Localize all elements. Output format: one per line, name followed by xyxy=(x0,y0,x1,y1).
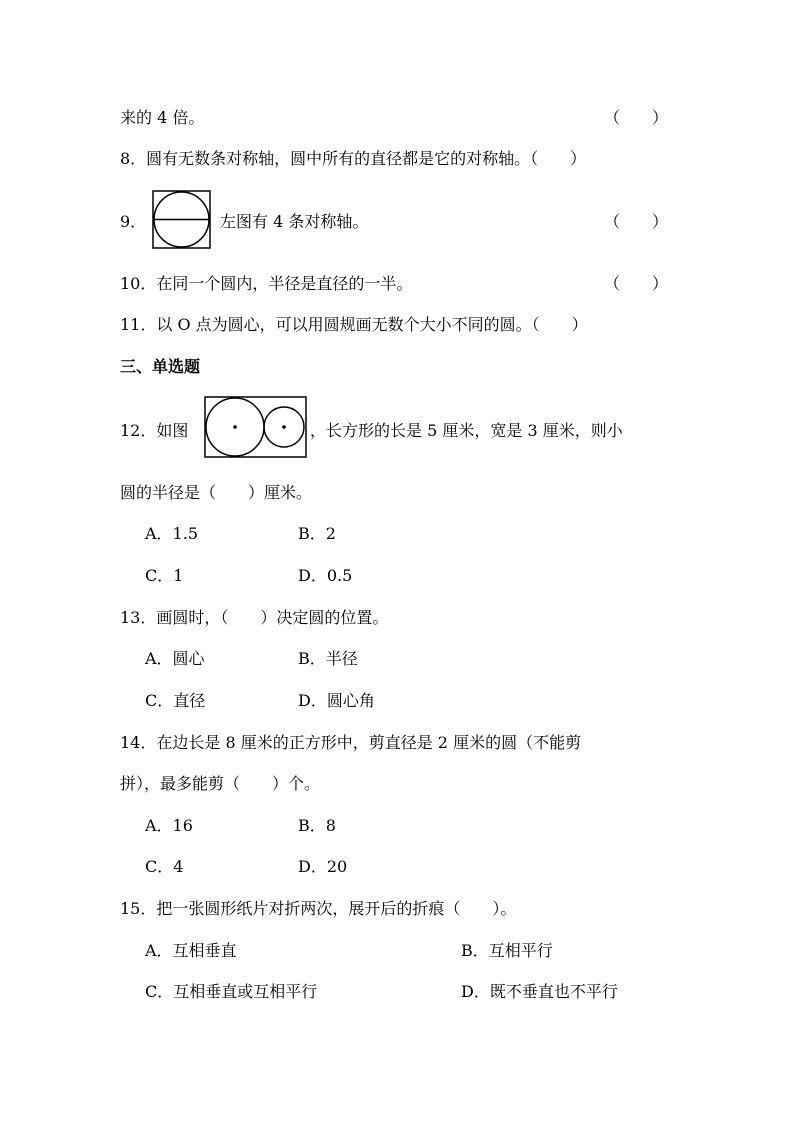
q15-option-b[interactable]: B．互相平行 xyxy=(461,941,553,960)
q15-option-c[interactable]: C．互相垂直或互相平行 xyxy=(145,982,318,1001)
q13-stem: 13．画圆时，（ ）决定圆的位置。 xyxy=(120,608,389,627)
square-circle-figure xyxy=(152,190,212,250)
q12-option-b[interactable]: B．2 xyxy=(298,524,336,543)
q8-text: 8．圆有无数条对称轴，圆中所有的直径都是它的对称轴。（ ） xyxy=(120,149,587,168)
q12-prefix: 12．如图 xyxy=(120,421,189,440)
q13-option-b[interactable]: B．半径 xyxy=(298,649,358,668)
q13-option-d[interactable]: D．圆心角 xyxy=(298,691,375,710)
rectangle-two-circles-figure xyxy=(204,396,308,460)
q12-line2: 圆的半径是（ ）厘米。 xyxy=(120,483,313,502)
q9-number: 9． xyxy=(120,212,147,231)
q14-option-a[interactable]: A．16 xyxy=(145,816,193,835)
q10-answer-bracket[interactable]: （ ） xyxy=(604,274,669,293)
q9-answer-bracket[interactable]: （ ） xyxy=(604,212,669,231)
q14-option-d[interactable]: D．20 xyxy=(298,857,348,876)
q13-option-c[interactable]: C．直径 xyxy=(145,691,206,710)
q14-option-b[interactable]: B．8 xyxy=(298,816,336,835)
q13-option-a[interactable]: A．圆心 xyxy=(145,649,205,668)
q9-text: 左图有 4 条对称轴。 xyxy=(220,212,369,231)
q12-suffix: ，长方形的长是 5 厘米，宽是 3 厘米，则小 xyxy=(310,421,623,440)
q7-answer-bracket[interactable]: （ ） xyxy=(604,108,669,127)
q15-option-a[interactable]: A．互相垂直 xyxy=(145,941,237,960)
q12-option-d[interactable]: D．0.5 xyxy=(298,566,353,585)
section-title: 三、单选题 xyxy=(120,357,201,376)
q11-text: 11．以 O 点为圆心，可以用圆规画无数个大小不同的圆。（ ） xyxy=(120,315,588,334)
q10-text: 10．在同一个圆内，半径是直径的一半。 xyxy=(120,274,413,293)
q14-line2: 拼），最多能剪（ ）个。 xyxy=(120,774,321,793)
q14-line1: 14．在边长是 8 厘米的正方形中，剪直径是 2 厘米的圆（不能剪 xyxy=(120,733,582,752)
q14-option-c[interactable]: C．4 xyxy=(145,857,184,876)
q15-stem: 15．把一张圆形纸片对折两次，展开后的折痕（ ）。 xyxy=(120,899,517,918)
q7-continued-text: 来的 4 倍。 xyxy=(120,108,205,127)
q12-option-a[interactable]: A．1.5 xyxy=(145,524,199,543)
q12-option-c[interactable]: C．1 xyxy=(145,566,184,585)
q15-option-d[interactable]: D．既不垂直也不平行 xyxy=(461,982,618,1001)
